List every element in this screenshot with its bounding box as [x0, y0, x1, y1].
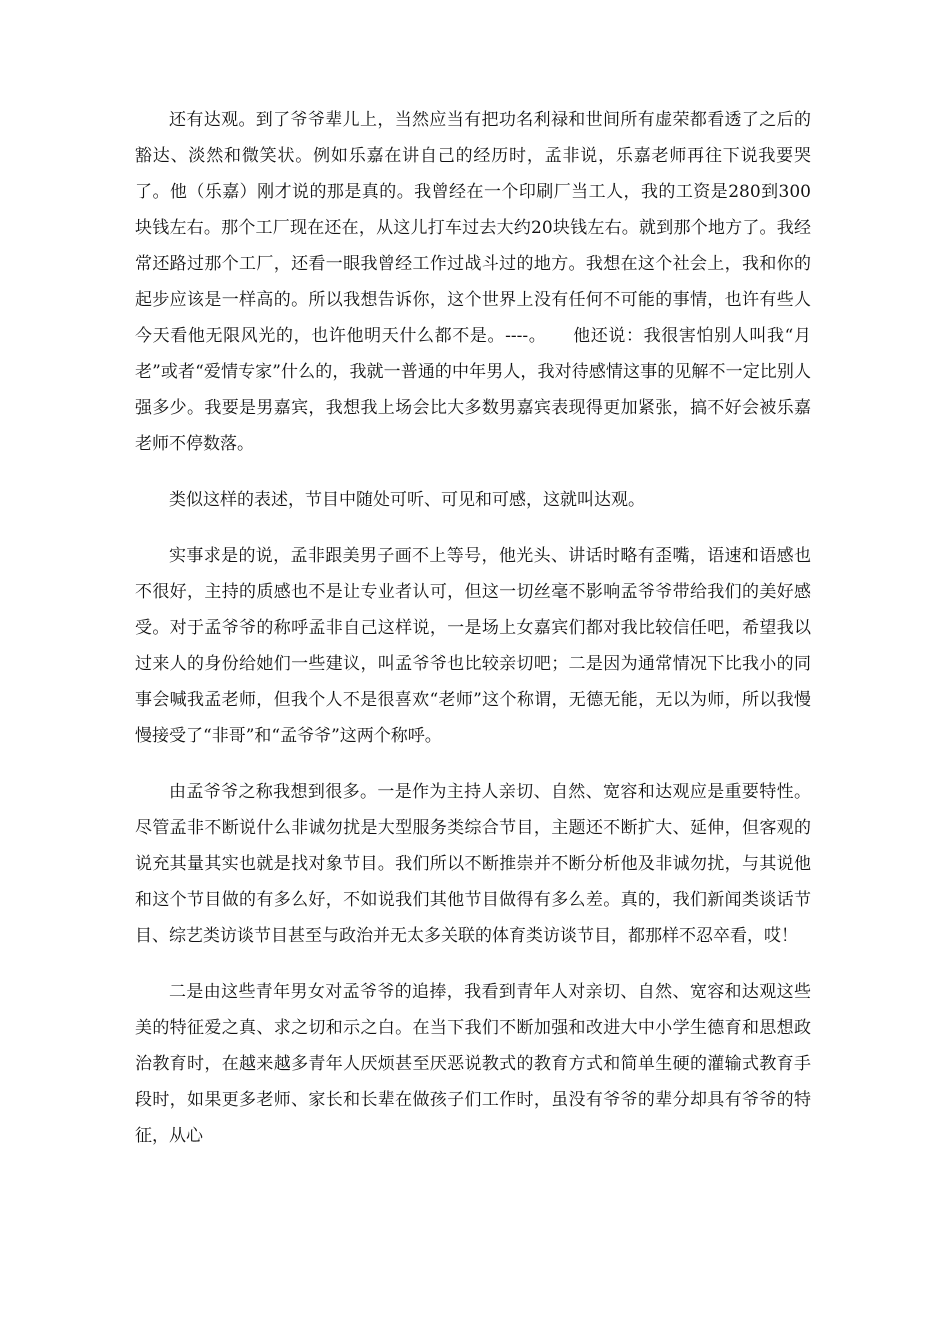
paragraph-1: 还有达观。到了爷爷辈儿上，当然应当有把功名利禄和世间所有虚荣都看透了之后的豁达、淡然和微笑状。例如乐嘉在讲自己的经历时，孟非说，乐嘉老师再往下说我要哭了。他（乐嘉）刚才说的那是真的。我曾经在一个印刷厂当工人，我的工资是280到300块钱左右。那个工厂现在还在，从这儿打车过去大约20块钱左右。就到那个地方了。我经常还路过那个工厂，还看一眼我曾经工作过战斗过的地方。我想在这个社会上，我和你的起步应该是一样高的。所以我想告诉你，这个世界上没有任何不可能的事情，也许有些人今天看他无限风光的，也许他明天什么都不是。----。 他还说：我很害怕别人叫我“月老”或者“爱情专家”什么的，我就一普通的中年男人，我对待感情这事的见解不一定比别人强多少。我要是男嘉宾，我想我上场会比大多数男嘉宾表现得更加紧张，搞不好会被乐嘉老师不停数落。 — [135, 110, 811, 454]
paragraph-4: 由孟爷爷之称我想到很多。一是作为主持人亲切、自然、宽容和达观应是重要特性。尽管孟非不断说什么非诚勿扰是大型服务类综合节目，主题还不断扩大、延伸，但客观的说充其量其实也就是找对象节目。我们所以不断推崇并不断分析他及非诚勿扰，与其说他和这个节目做的有多么好，不如说我们其他节目做得有多么差。真的，我们新闻类谈话节目、综艺类访谈节目甚至与政治并无太多关联的体育类访谈节目，都那样不忍卒看，哎！ — [135, 782, 811, 946]
paragraph-2: 类似这样的表述，节目中随处可听、可见和可感，这就叫达观。 — [169, 490, 645, 510]
paragraph-5: 二是由这些青年男女对孟爷爷的追捧，我看到青年人对亲切、自然、宽容和达观这些美的特征爱之真、求之切和示之白。在当下我们不断加强和改进大中小学生德育和思想政治教育时，在越来越多青年人厌烦甚至厌恶说教式的教育方式和简单生硬的灌输式教育手段时，如果更多老师、家长和长辈在做孩子们工作时，虽没有爷爷的辈分却具有爷爷的特征，从心 — [135, 982, 811, 1146]
paragraph-3: 实事求是的说，孟非跟美男子画不上等号，他光头、讲话时略有歪嘴，语速和语感也不很好，主持的质感也不是让专业者认可，但这一切丝毫不影响孟爷爷带给我们的美好感受。对于孟爷爷的称呼孟非自己这样说，一是场上女嘉宾们都对我比较信任吧，希望我以过来人的身份给她们一些建议，叫孟爷爷也比较亲切吧；二是因为通常情况下比我小的同事会喊我孟老师，但我个人不是很喜欢“老师”这个称谓，无德无能，无以为师，所以我慢慢接受了“非哥”和“孟爷爷”这两个称呼。 — [135, 546, 811, 746]
document-body — [135, 102, 811, 1174]
